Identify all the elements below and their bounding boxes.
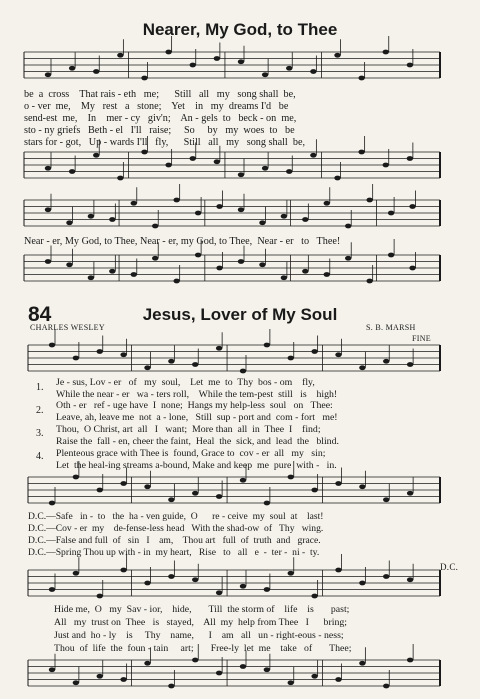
note-head [214,159,220,164]
verse-number: 3. [36,428,44,439]
note-head [168,684,174,689]
note-head [152,256,158,261]
note-head [302,217,308,222]
note-head [152,224,158,229]
note-head [88,214,94,219]
note-head [240,478,246,483]
note-head [286,169,292,174]
note-head [366,279,372,284]
verse-line: Je - sus, Lov - er of my soul, Let me to Thy bos - om fly, [56,377,315,388]
dc-mark: D.C. [440,562,459,572]
verse-line: sto - ny griefs Beth - el I'll raise; So by my woes to be [24,125,295,136]
note-head [407,362,413,367]
note-head [144,661,150,666]
verse-line: Oth - er ref - uge have I none; Hangs my help-less soul on Thee: [56,400,333,411]
note-head [264,343,270,348]
verse-number: 2. [36,405,44,416]
note-head [366,198,372,203]
note-head [311,594,317,599]
note-head [286,66,292,71]
dc-line: D.C.—Cov - er my de-fense-less head With the shad-ow of Thy wing. [28,523,324,534]
note-head [216,346,222,351]
note-head [409,204,415,209]
note-head [144,484,150,489]
verse-line: be a cross That rais - eth me; Still all my song shall be, [24,89,296,100]
note-head [264,501,270,506]
note-head [195,253,201,258]
note-head [409,266,415,271]
note-head [310,69,316,74]
note-head [120,677,126,682]
note-head [240,369,246,374]
note-head [334,176,340,181]
note-head [141,150,147,155]
verse-line: o - ver me, My rest a stone; Yet in my dreams I'd be [24,101,289,112]
note-head [383,574,389,579]
verse-line: Hide me, O my Sav - ior, hide, Till the storm of life is past; [54,604,350,615]
note-head [45,166,51,171]
note-head [311,349,317,354]
verse-line: Leave, ah, leave me not a - lone, Still sup - port and com - fort me! [56,412,338,423]
note-head [192,362,198,367]
note-head [238,259,244,264]
note-head [310,153,316,158]
note-head [359,581,365,586]
note-head [288,356,294,361]
hymn-number: 84 [28,303,52,326]
note-head [335,677,341,682]
note-head [97,674,103,679]
verse-line: Raise the fall - en, cheer the faint, Heal the sick, and lead the blind. [56,436,339,447]
note-head [324,272,330,277]
note-head [141,76,147,81]
note-head [165,50,171,55]
note-head [117,53,123,58]
note-head [97,349,103,354]
note-head [73,475,79,480]
note-head [173,279,179,284]
dc-line: D.C.—Safe in - to the ha - ven guide, O re - ceive my soul at last! [28,511,324,522]
note-head [131,201,137,206]
note-head [93,153,99,158]
note-head [216,671,222,676]
note-head [117,176,123,181]
chorus-line: Near - er, My God, to Thee, Near - er, my God, to Thee, Near - er to Thee! [24,236,341,247]
note-head [73,680,79,685]
note-head [240,664,246,669]
note-head [240,584,246,589]
note-head [262,72,268,77]
note-head [97,488,103,493]
note-head [383,684,389,689]
verse-line: Thou, O Christ, art all I want; More than all in Thee I find; [56,424,321,435]
note-head [69,66,75,71]
note-head [73,571,79,576]
note-head [97,594,103,599]
note-head [238,207,244,212]
note-head [264,587,270,592]
note-head [195,211,201,216]
note-head [383,50,389,55]
note-head [281,275,287,280]
note-head [262,166,268,171]
note-head [288,475,294,480]
note-head [69,169,75,174]
note-head [190,156,196,161]
note-head [383,497,389,502]
note-head [49,667,55,672]
note-head [335,481,341,486]
note-head [288,680,294,685]
note-head [192,491,198,496]
note-head [407,491,413,496]
note-head [383,359,389,364]
verse-line: Plenteous grace with Thee is found, Grace to cov - er all my sin; [56,448,326,459]
note-head [144,365,150,370]
verse-line: stars for - got, Up - wards I'll fly, Still all my song shall be, [24,137,306,148]
note-head [259,262,265,267]
verse-line: Just and ho - ly is Thy name, I am all un - right-eous - ness; [54,630,344,641]
note-head [45,207,51,212]
note-head [49,501,55,506]
composer-credit: S. B. MARSH [366,323,416,332]
note-head [358,150,364,155]
note-head [345,256,351,261]
note-head [216,204,222,209]
note-head [407,577,413,582]
note-head [120,481,126,486]
note-head [88,275,94,280]
note-head [165,163,171,168]
note-head [49,343,55,348]
dc-line: D.C.—False and full of sin I am, Thou art full of truth and grace. [28,535,321,546]
note-head [359,661,365,666]
note-head [120,352,126,357]
note-head [324,201,330,206]
note-head [383,163,389,168]
verse-line: While the near - er wa - ters roll, While the tem-pest still is high! [56,389,338,400]
note-head [49,587,55,592]
note-head [281,214,287,219]
note-head [192,658,198,663]
note-head [190,63,196,68]
note-head [358,76,364,81]
note-head [168,497,174,502]
note-head [173,198,179,203]
note-head [264,667,270,672]
fine-mark: FINE [412,334,431,343]
note-head [66,262,72,267]
note-head [359,365,365,370]
note-head [168,574,174,579]
note-head [73,356,79,361]
note-head [335,568,341,573]
note-head [302,269,308,274]
dc-line: D.C.—Spring Thou up with - in my heart, Rise to all e - ter - ni - ty. [28,547,320,558]
note-head [168,359,174,364]
note-head [45,72,51,77]
hymn-title-nearer: Nearer, My God, to Thee [142,20,338,39]
note-head [120,568,126,573]
note-head [345,224,351,229]
note-head [109,217,115,222]
verse-number: 1. [36,382,44,393]
note-head [407,658,413,663]
note-head [259,220,265,225]
note-head [66,220,72,225]
note-head [311,674,317,679]
note-head [216,590,222,595]
note-head [335,352,341,357]
verse-line: Let the heal-ing streams a-bound, Make and keep me pure with - in. [56,460,337,471]
note-head [144,581,150,586]
verse-number: 4. [36,451,44,462]
verse-line: Thou of life the foun - tain art; Free-ly let me take of Thee; [54,643,352,654]
note-head [238,59,244,64]
author-credit: CHARLES WESLEY [30,323,105,332]
note-head [288,571,294,576]
note-head [311,488,317,493]
note-head [388,253,394,258]
note-head [238,172,244,177]
note-head [214,56,220,61]
note-head [216,494,222,499]
note-head [407,63,413,68]
note-head [216,266,222,271]
note-head [93,69,99,74]
note-head [45,259,51,264]
note-head [334,53,340,58]
note-head [131,272,137,277]
note-head [109,269,115,274]
note-head [407,156,413,161]
note-head [192,577,198,582]
note-head [388,211,394,216]
verse-line: All my trust on Thee is stayed, All my help from Thee I bring; [54,617,347,628]
note-head [359,484,365,489]
verse-line: send-est me, In mer - cy giv'n; An - gels to beck - on me, [24,113,297,124]
hymn-title-jesus: Jesus, Lover of My Soul [142,305,338,324]
